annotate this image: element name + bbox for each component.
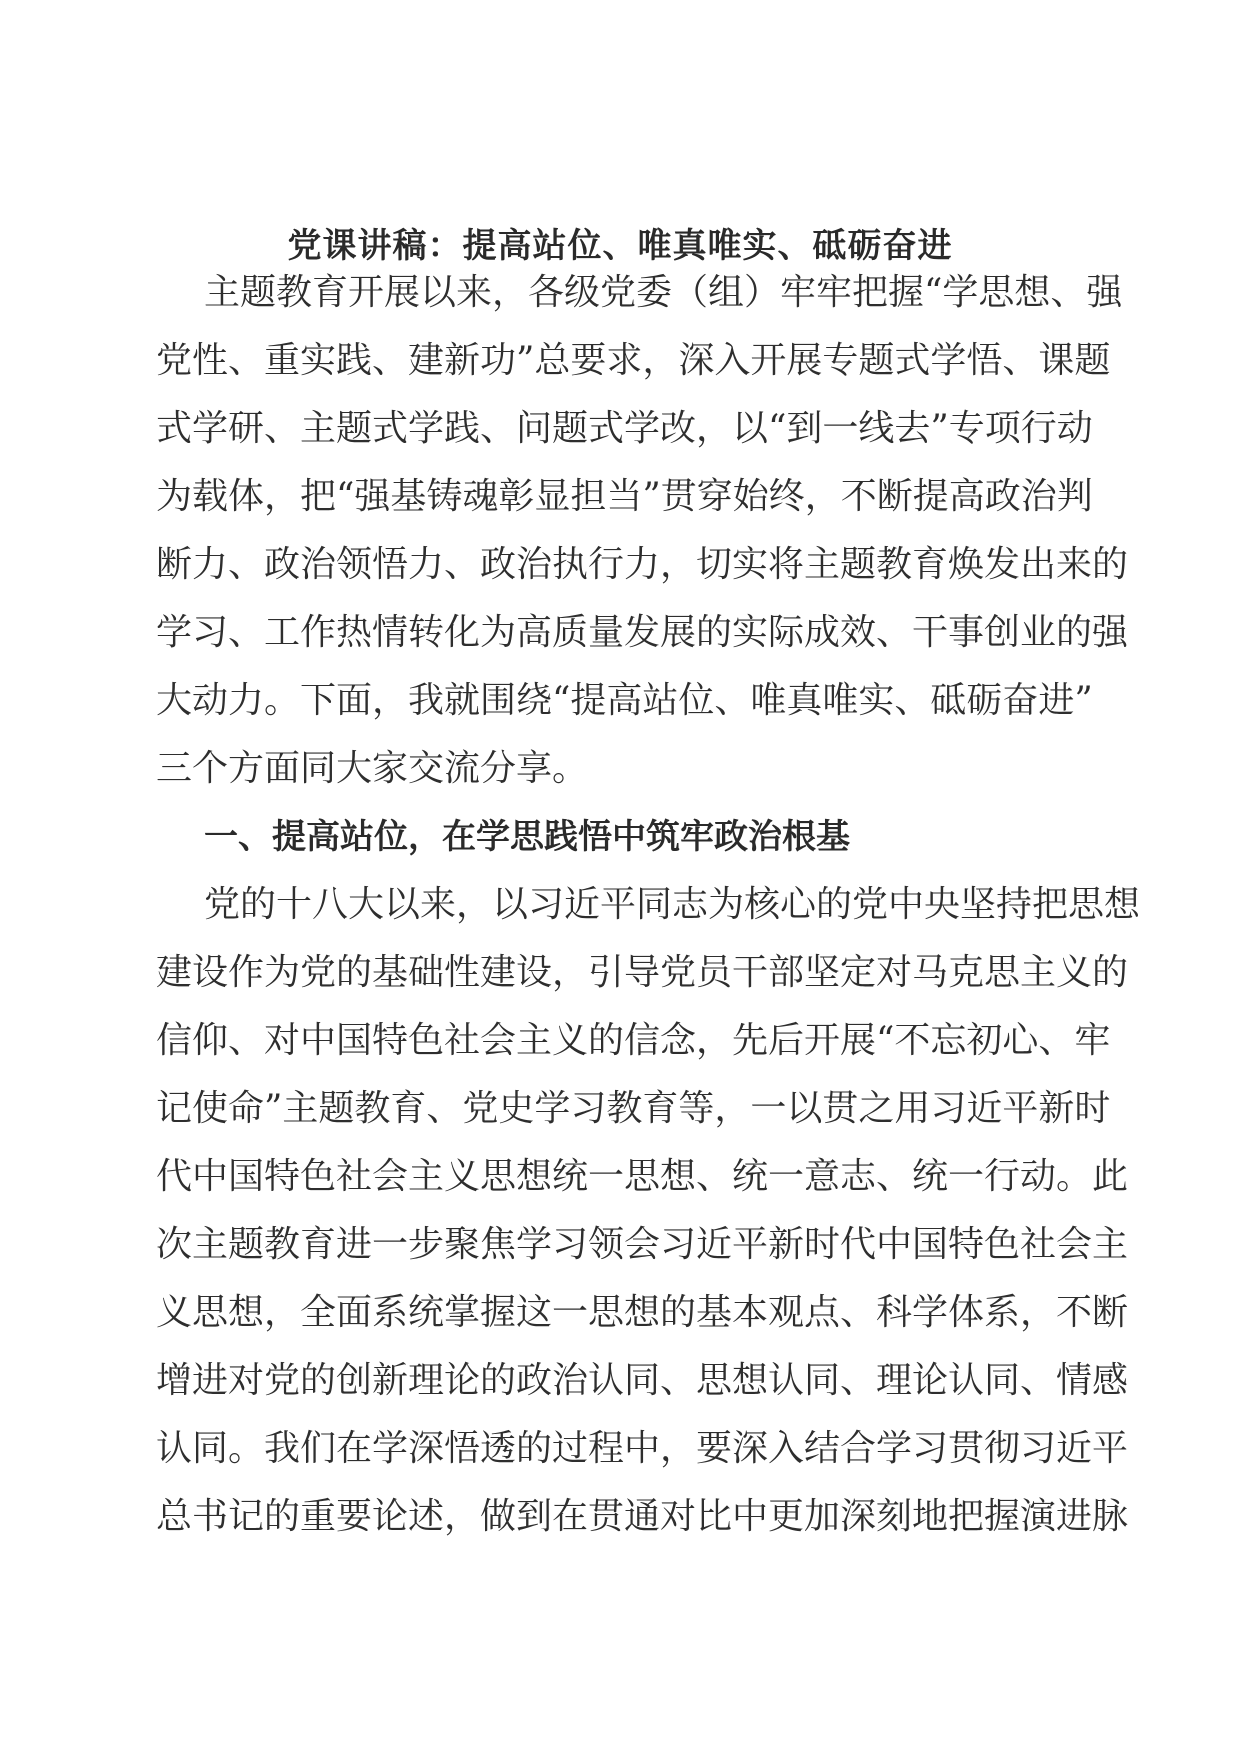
paragraph-1-line-1: 主题教育开展以来，各级党委（组）牢牢把握“学思想、强 <box>204 272 1123 313</box>
paragraph-2-line-3: 信仰、对中国特色社会主义的信念，先后开展“不忘初心、牢 <box>156 1020 1111 1061</box>
paragraph-2-line-1: 党的十八大以来，以习近平同志为核心的党中央坚持把思想 <box>204 884 1141 925</box>
paragraph-2-line-2: 建设作为党的基础性建设，引导党员干部坚定对马克思主义的 <box>156 952 1129 993</box>
paragraph-2-line-6: 次主题教育进一步聚焦学习领会习近平新时代中国特色社会主 <box>156 1224 1129 1265</box>
paragraph-2-line-8: 增进对党的创新理论的政治认同、思想认同、理论认同、情感 <box>156 1360 1129 1401</box>
paragraph-1-line-4: 为载体，把“强基铸魂彰显担当”贯穿始终，不断提高政治判 <box>156 476 1093 517</box>
paragraph-1-line-7: 大动力。下面，我就围绕“提高站位、唯真唯实、砥砺奋进” <box>156 680 1093 721</box>
paragraph-1-line-5: 断力、政治领悟力、政治执行力，切实将主题教育焕发出来的 <box>156 544 1129 585</box>
paragraph-1 <box>156 259 1129 803</box>
paragraph-2 <box>156 871 1141 1551</box>
paragraph-2-line-5: 代中国特色社会主义思想统一思想、统一意志、统一行动。此 <box>156 1156 1129 1197</box>
paragraph-1-line-2: 党性、重实践、建新功”总要求，深入开展专题式学悟、课题 <box>156 340 1111 381</box>
paragraph-2-line-9: 认同。我们在学深悟透的过程中，要深入结合学习贯彻习近平 <box>156 1428 1129 1469</box>
paragraph-2-line-7: 义思想，全面系统掌握这一思想的基本观点、科学体系，不断 <box>156 1292 1129 1333</box>
paragraph-1-line-8: 三个方面同大家交流分享。 <box>156 748 589 789</box>
document-title: 党课讲稿：提高站位、唯真唯实、砥砺奋进 <box>287 226 953 266</box>
paragraph-1-line-6: 学习、工作热情转化为高质量发展的实际成效、干事创业的强 <box>156 612 1129 653</box>
paragraph-1-line-3: 式学研、主题式学践、问题式学改，以“到一线去”专项行动 <box>156 408 1093 449</box>
section-1-heading: 一、提高站位，在学思践悟中筑牢政治根基 <box>204 817 850 857</box>
paragraph-2-line-4: 记使命”主题教育、党史学习教育等，一以贯之用习近平新时 <box>156 1088 1111 1129</box>
paragraph-2-line-10: 总书记的重要论述，做到在贯通对比中更加深刻地把握演进脉 <box>156 1496 1129 1537</box>
